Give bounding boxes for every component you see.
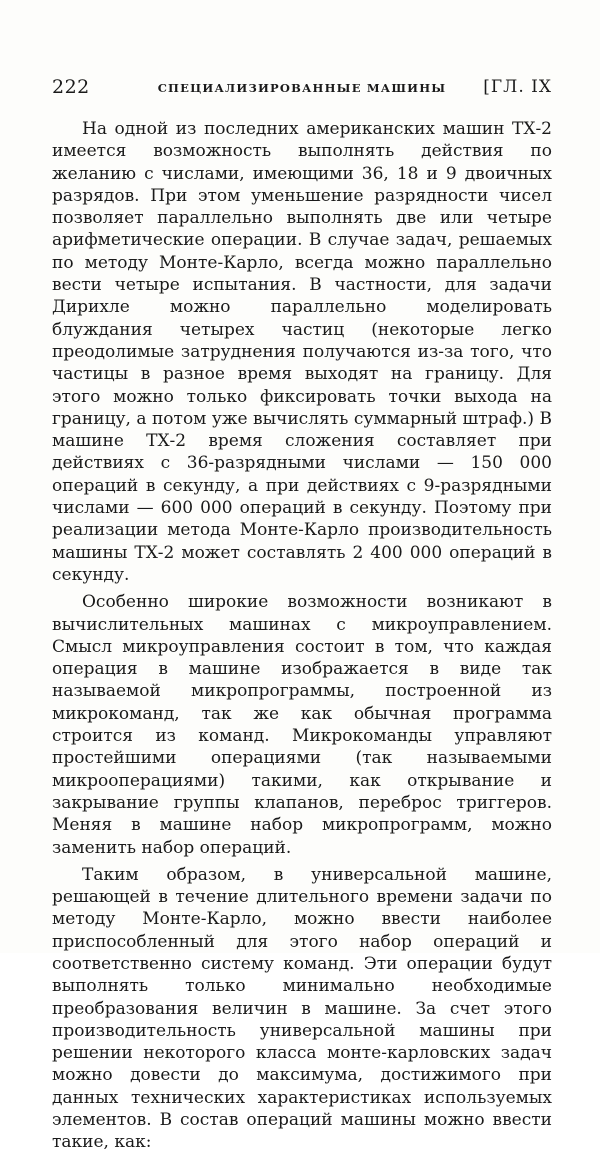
- chapter-mark: [ГЛ. IX: [483, 77, 552, 97]
- paragraph-microcontrol: Особенно широкие возможности возникают в вычислительных машинах с микроуправлением. Смысл микроуправления состоит в том, что каждая операция в машине изображается в виде так называемой микропрограммы, построенной из микрокоманд, так же как обычная программа строится из команд. Микрокоманды управляют простейшими операциями (так называемыми микрооперациями) такими, как открывание и закрывание группы клапанов, переброс триггеров. Меняя в машине набор микропрограмм, можно заменить набор операций.: [52, 592, 552, 858]
- paragraph-tx2: На одной из последних американских машин ТХ-2 имеется возможность выполнять действия по желанию с числами, имеющими 36, 18 и 9 двоичных разрядов. При этом уменьшение разрядности чисел позволяет параллельно выполнять две или четыре арифметические операции. В случае задач, решаемых по методу Монте-Карло, всегда можно параллельно вести четыре испытания. В частности, для задачи Дирихле можно параллельно моделировать блуждания четырех частиц (некоторые легко преодолимые затруднения получаются из-за того, что частицы в разное время выходят на границу. Для этого можно только фиксировать точки выхода на границу, а потом уже вычислять суммарный штраф.) В машине ТХ-2 время сложения составляет при действиях с 36-разрядными числами — 150 000 операций в секунду, а при действиях с 9-разрядными числами — 600 000 операций в секунду. Поэтому при реализации метода Монте-Карло производительность машины ТХ-2 может составлять 2 400 000 операций в секунду.: [52, 119, 552, 585]
- page-header: [52, 76, 552, 104]
- running-title: СПЕЦИАЛИЗИРОВАННЫЕ МАШИНЫ: [157, 81, 447, 95]
- paragraph-universal-machine: Таким образом, в универсальной машине, решающей в течение длительного времени задачи по методу Монте-Карло, можно ввести наиболее приспособленный для этого набор операций и соответственно систему команд. Эти операции будут выполнять только минимально необходимые преобразования величин в машине. За счет этого производительность универсальной машины при решении некоторого класса монте-карловских задач можно довести до максимума, достижимого при данных технических характеристиках используемых элементов. В состав операций машины можно ввести такие, как:: [52, 864, 552, 1153]
- body-text: [52, 118, 552, 1154]
- page-number: 222: [52, 76, 90, 98]
